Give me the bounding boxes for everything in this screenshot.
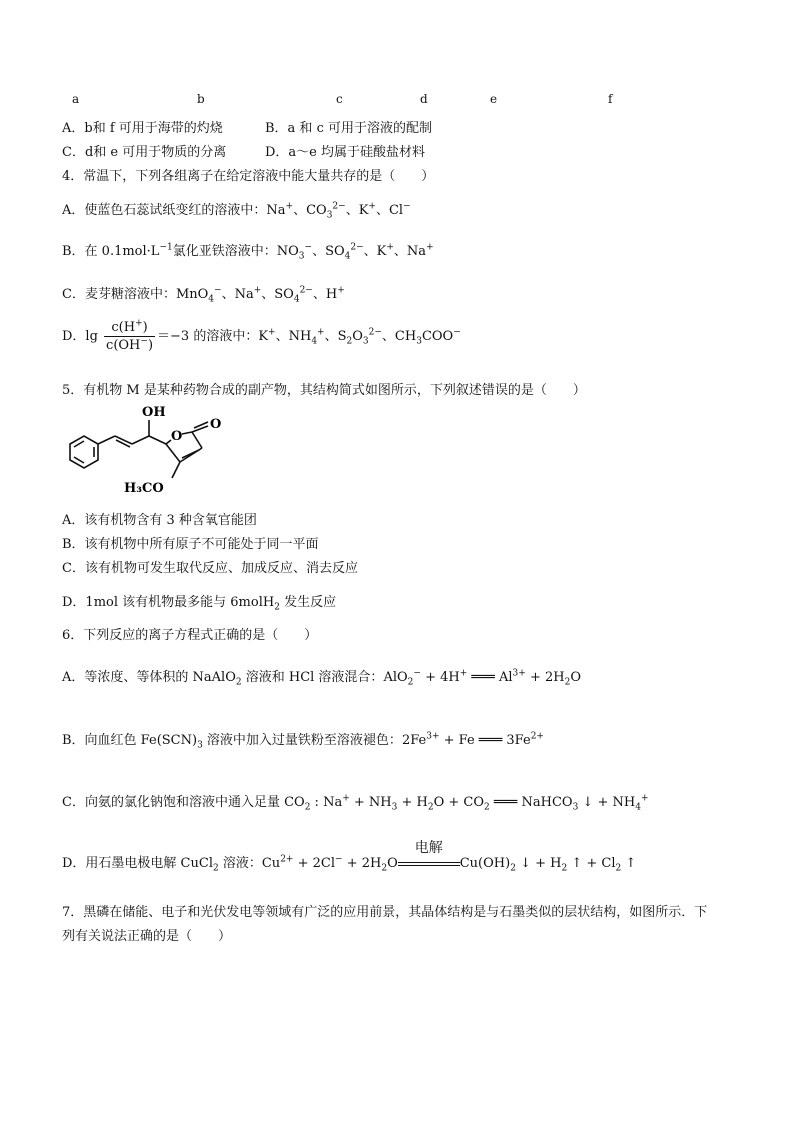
apparatus-label-f: f	[608, 92, 613, 106]
q6-option-b: B．向血红色 $Fe(SCN)_3$ 溶液中加入过量铁粉至溶液褪色：$2Fe^{3+} + Fe$ ═══ $3Fe^{2+}$	[62, 731, 544, 751]
q6-option-d: D．用石墨电极电解 CuCl$_2$ 溶液：$Cu^{2+} + 2Cl^- + 2H_2O$ 电解 $Cu(OH)_2$ ↓ + $H_2$ ↑ + $Cl_2$ ↑	[62, 839, 637, 874]
q4-stem: 4．常温下，下列各组离子在给定溶液中能大量共存的是（ ）	[62, 169, 435, 184]
compound-m-structure	[60, 400, 260, 500]
label-carbonyl-o: O	[210, 417, 222, 432]
q3-option-b: B．a 和 c 可用于溶液的配制	[265, 121, 432, 136]
q5-stem: 5．有机物 M 是某种药物合成的副产物，其结构简式如图所示，下列叙述错误的是（ ）	[62, 383, 586, 398]
q4-option-c: C．麦芽糖溶液中：MnO$_4$−、Na+、$SO_4^{2-}$、H+	[62, 285, 345, 305]
apparatus-label-b: b	[197, 92, 205, 106]
q3-option-a: A．b和 f 可用于海带的灼烧	[62, 121, 223, 136]
q7-stem-line2: 列有关说法正确的是（ ）	[62, 929, 232, 944]
apparatus-label-c: c	[336, 92, 343, 106]
q3-option-d: D．a～e 均属于硅酸盐材料	[265, 145, 425, 160]
q4-option-b: B．在 $0.1mol\cdot L^{-1}$氯化亚铁溶液中：$NO_3^-$、$SO_4^{2-}$、K+、Na+	[62, 242, 434, 262]
apparatus-label-d: d	[420, 92, 428, 106]
label-oh: OH	[142, 405, 166, 420]
label-methoxy: H₃CO	[124, 481, 164, 496]
q5-option-d: D．1mol 该有机物最多能与 6molH$_2$ 发生反应	[62, 595, 337, 613]
q6-option-c: C．向氨的氯化钠饱和溶液中通入足量 $CO_2$ : $Na^+ + NH_3 + H_2O + CO_2$ ═══ NaHCO$_3$ ↓ + $NH_4^+$	[62, 793, 649, 813]
q5-option-c: C．该有机物可发生取代反应、加成反应、消去反应	[62, 561, 358, 576]
apparatus-label-e: e	[490, 92, 498, 106]
q5-option-a: A．该有机物含有 3 种含氧官能团	[62, 513, 257, 528]
q6-option-a: A．等浓度、等体积的 NaAlO$_2$ 溶液和 HCl 溶液混合：AlO$_2$− + 4H+ ═══ $Al^{3+} + 2H_2O$	[62, 668, 581, 688]
q4-option-d: D．lg $\frac{c(H^+)}{c(OH^-)}$ ＝−3 的溶液中：K+、$NH_4^+$、$S_2O_3^{2-}$、$CH_3COO^-$	[62, 318, 461, 353]
ratio-fraction: $\frac{c(H^+)}{c(OH^-)}$	[106, 318, 154, 353]
electrolysis-arrow: 电解	[398, 857, 460, 871]
q3-option-c: C．d和 e 可用于物质的分离	[62, 145, 227, 160]
apparatus-label-a: a	[72, 92, 80, 106]
label-ring-o: O	[171, 429, 183, 444]
q4-option-a: A．使蓝色石蕊试纸变红的溶液中：Na+、$CO_3^{2-}$、K+、Cl−	[62, 201, 411, 221]
q6-stem: 6．下列反应的离子方程式正确的是（ ）	[62, 628, 318, 643]
q7-stem-line1: 7．黑磷在储能、电子和光伏发电等领域有广泛的应用前景，其晶体结构是与石墨类似的层状结构，如图所示．下	[62, 905, 708, 920]
q5-option-b: B．该有机物中所有原子不可能处于同一平面	[62, 537, 319, 552]
